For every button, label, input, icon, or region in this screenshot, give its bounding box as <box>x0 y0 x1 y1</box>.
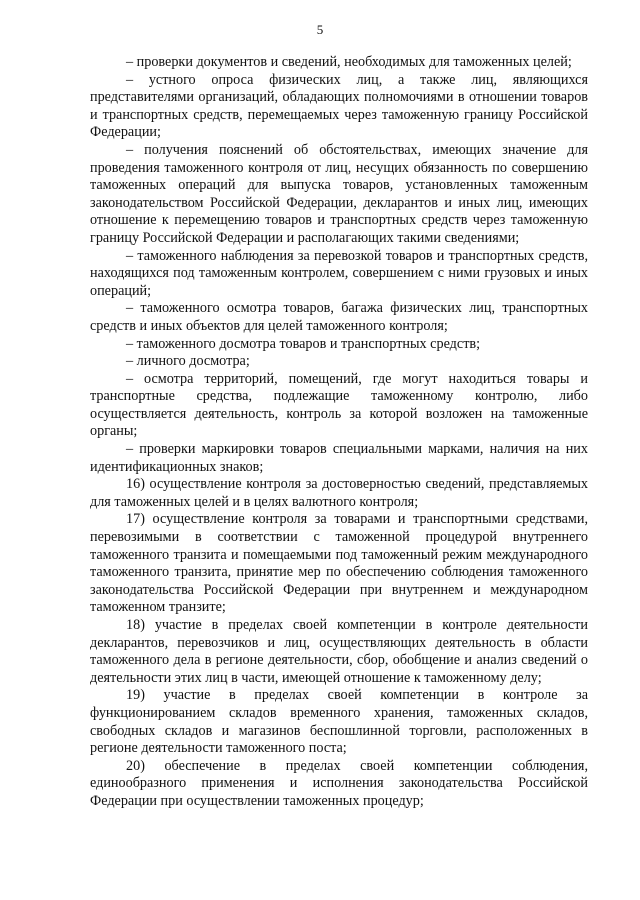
list-item: – проверки документов и сведений, необходимых для таможенных целей; <box>126 54 572 70</box>
list-item: – личного досмотра; <box>126 353 250 370</box>
list-item: – устного опроса физических лиц, а также лиц, являющихся представителями организаций, обладающих полномочиями в отношении товаров и транспортных средств, перемещаемых через таможенную границу Российской Федерации; <box>90 71 588 141</box>
list-item: – получения пояснений об обстоятельствах, имеющих значение для проведения таможенного контроля от лиц, несущих обязанность по совершению таможенных операций для выпуска товаров, установленных таможенным законодательством Российской Федерации, декларантов и иных лиц, имеющих отношение к перемещению товаров и транспортных средств через таможенную границу Российской Федерации и располагающих такими сведениями; <box>90 141 588 246</box>
numbered-item: 18) участие в пределах своей компетенции в контроле деятельности декларантов, перевозчиков и лиц, осуществляющих деятельность в области таможенного дела в регионе деятельности, сбор, обобщение и анализ сведений о деятельности этих лиц в части, имеющей отношение к таможенному делу; <box>90 617 588 686</box>
list-item: – таможенного досмотра товаров и транспортных средств; <box>126 335 481 352</box>
list-item: – проверки маркировки товаров специальными марками, наличия на них идентификационных знаков; <box>90 441 588 475</box>
numbered-item: 19) участие в пределах своей компетенции в контроле за функционированием складов временного хранения, таможенных складов, свободных складов и магазинов беспошлинной торговли, расположенных в регионе деятельности таможенного поста; <box>90 687 588 757</box>
numbered-item: 17) осуществление контроля за товарами и транспортными средствами, перевозимыми в соответствии с таможенной процедурой внутреннего таможенного транзита и помещаемыми под таможенный режим международного таможенного транзита, принятие мер по обеспечению соблюдения таможенного законодательства Российской Федерации при внутреннем и международном таможенном транзите; <box>90 511 588 616</box>
list-item: – таможенного осмотра товаров, багажа физических лиц, транспортных средств и иных объектов для целей таможенного контроля; <box>90 300 588 334</box>
list-item: – осмотра территорий, помещений, где могут находиться товары и транспортные средства, подлежащие таможенному контролю, либо осуществляется деятельность, контроль за которой возложен на таможенные органы; <box>90 370 588 440</box>
list-item: – таможенного наблюдения за перевозкой товаров и транспортных средств, находящихся под таможенным контролем, совершением с ними грузовых и иных операций; <box>90 247 588 299</box>
numbered-item: 16) осуществление контроля за достоверностью сведений, представляемых для таможенных целей и в целях валютного контроля; <box>90 476 588 510</box>
numbered-item: 20) обеспечение в пределах своей компетенции соблюдения, единообразного применения и исполнения законодательства Российской Федерации при осуществлении таможенных процедур; <box>90 757 588 809</box>
document-body <box>90 54 588 811</box>
page-number: 5 <box>316 22 324 37</box>
